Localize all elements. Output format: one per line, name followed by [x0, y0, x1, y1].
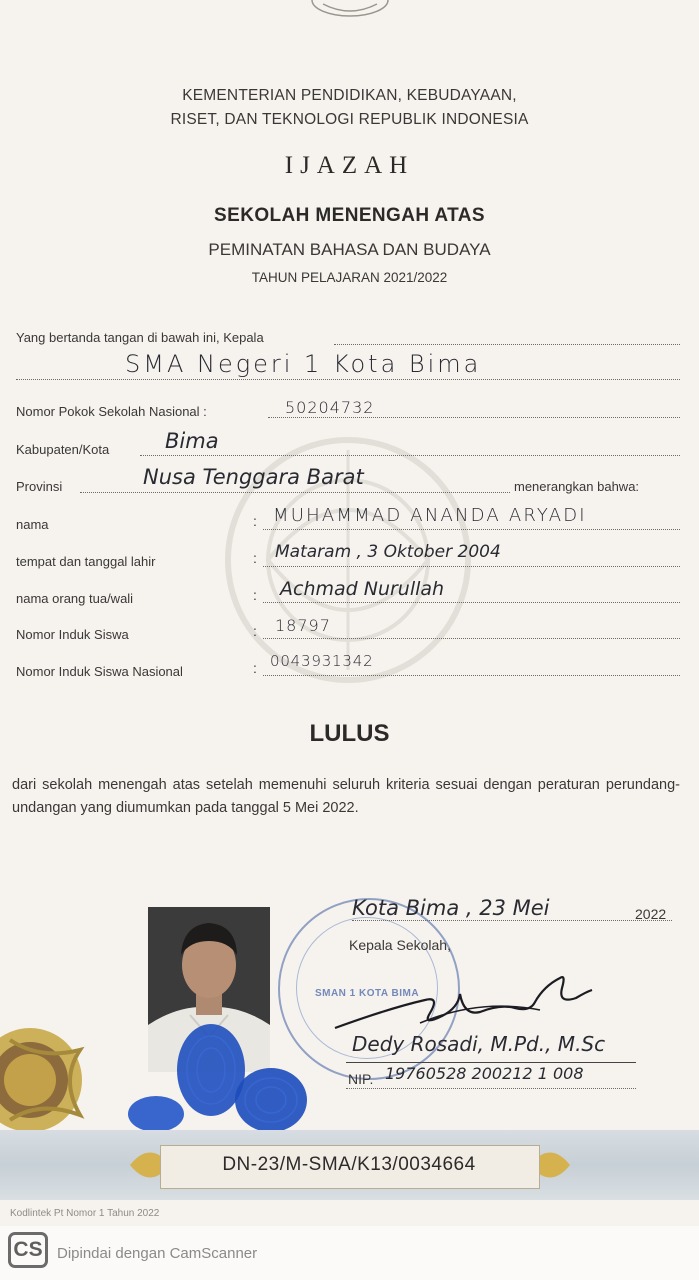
signatory-label: Yang bertanda tangan di bawah ini, Kepala [16, 330, 264, 345]
nis-row: Nomor Induk Siswa : 18797 [0, 614, 699, 644]
result-heading: LULUS [309, 720, 390, 747]
regency-value: Bima [165, 429, 219, 453]
province-label: Provinsi [16, 479, 63, 494]
nis-label: Nomor Induk Siswa [16, 627, 129, 642]
nip-value: 19760528 200212 1 008 [385, 1064, 584, 1083]
issue-place-date: Kota Bima , 23 Mei [352, 896, 550, 920]
academic-year: TAHUN PELAJARAN 2021/2022 [251, 270, 448, 285]
parent-value: Achmad Nurullah [280, 578, 445, 600]
scanner-caption: Dipindai dengan CamScanner [57, 1245, 258, 1262]
issue-year: 2022 [635, 906, 667, 922]
principal-title: Kepala Sekolah, [349, 937, 451, 953]
parent-row: nama orang tua/wali : Achmad Nurullah [0, 578, 699, 608]
ministry-heading [0, 84, 699, 132]
ministry-line-1: KEMENTERIAN PENDIDIKAN, KEBUDAYAAN, [182, 87, 517, 104]
fingerprint-icon [126, 1022, 316, 1132]
school-type: SEKOLAH MENENGAH ATAS [214, 205, 485, 226]
npsn-label: Nomor Pokok Sekolah Nasional : [16, 404, 207, 419]
birth-row: tempat dan tanggal lahir : Mataram , 3 Oktober 2004 [0, 540, 699, 570]
result-statement: dari sekolah menengah atas setelah memenuhi seluruh kriteria sesuai dengan peraturan perundang-undangan yang diumumkan pada tanggal 5 Mei 2022. [12, 777, 680, 816]
nis-value: 18797 [275, 616, 331, 635]
document-title: IJAZAH [284, 152, 415, 179]
print-note: Kodlintek Pt Nomor 1 Tahun 2022 [10, 1208, 160, 1219]
regency-label: Kabupaten/Kota [16, 442, 110, 457]
camscanner-logo-icon: CS [8, 1232, 48, 1268]
birth-label: tempat dan tanggal lahir [16, 554, 156, 569]
school-name-row [0, 350, 699, 380]
province-row [0, 465, 699, 495]
birth-value: Mataram , 3 Oktober 2004 [275, 542, 501, 562]
principal-name: Dedy Rosadi, M.Pd., M.Sc [352, 1032, 606, 1056]
parent-label: nama orang tua/wali [16, 591, 134, 606]
ministry-line-2: RISET, DAN TEKNOLOGI REPUBLIK INDONESIA [170, 111, 529, 128]
garuda-emblem-icon [305, 0, 395, 22]
signature-icon [330, 968, 600, 1038]
nip-label: NIP. [348, 1071, 374, 1087]
declares-label: menerangkan bahwa: [514, 479, 640, 494]
school-name: SMA Negeri 1 Kota Bima [125, 350, 482, 378]
nisn-value: 0043931342 [270, 652, 374, 670]
stamp-label: SMAN 1 KOTA BIMA [314, 988, 420, 999]
nisn-row: Nomor Induk Siswa Nasional : 0043931342 [0, 650, 699, 680]
npsn-value: 50204732 [285, 398, 375, 417]
program: PEMINATAN BAHASA DAN BUDAYA [208, 240, 491, 259]
npsn-row [0, 398, 699, 428]
name-row: nama : MUHAMMAD ANANDA ARYADI [0, 503, 699, 533]
name-label: nama [16, 517, 49, 532]
regency-row [0, 429, 699, 459]
province-value: Nusa Tenggara Barat [143, 465, 364, 489]
ornament-icon [0, 1020, 95, 1140]
nisn-label: Nomor Induk Siswa Nasional [16, 664, 183, 679]
serial-number: DN-23/M-SMA/K13/0034664 [222, 1154, 476, 1175]
student-name: MUHAMMAD ANANDA ARYADI [273, 505, 587, 526]
